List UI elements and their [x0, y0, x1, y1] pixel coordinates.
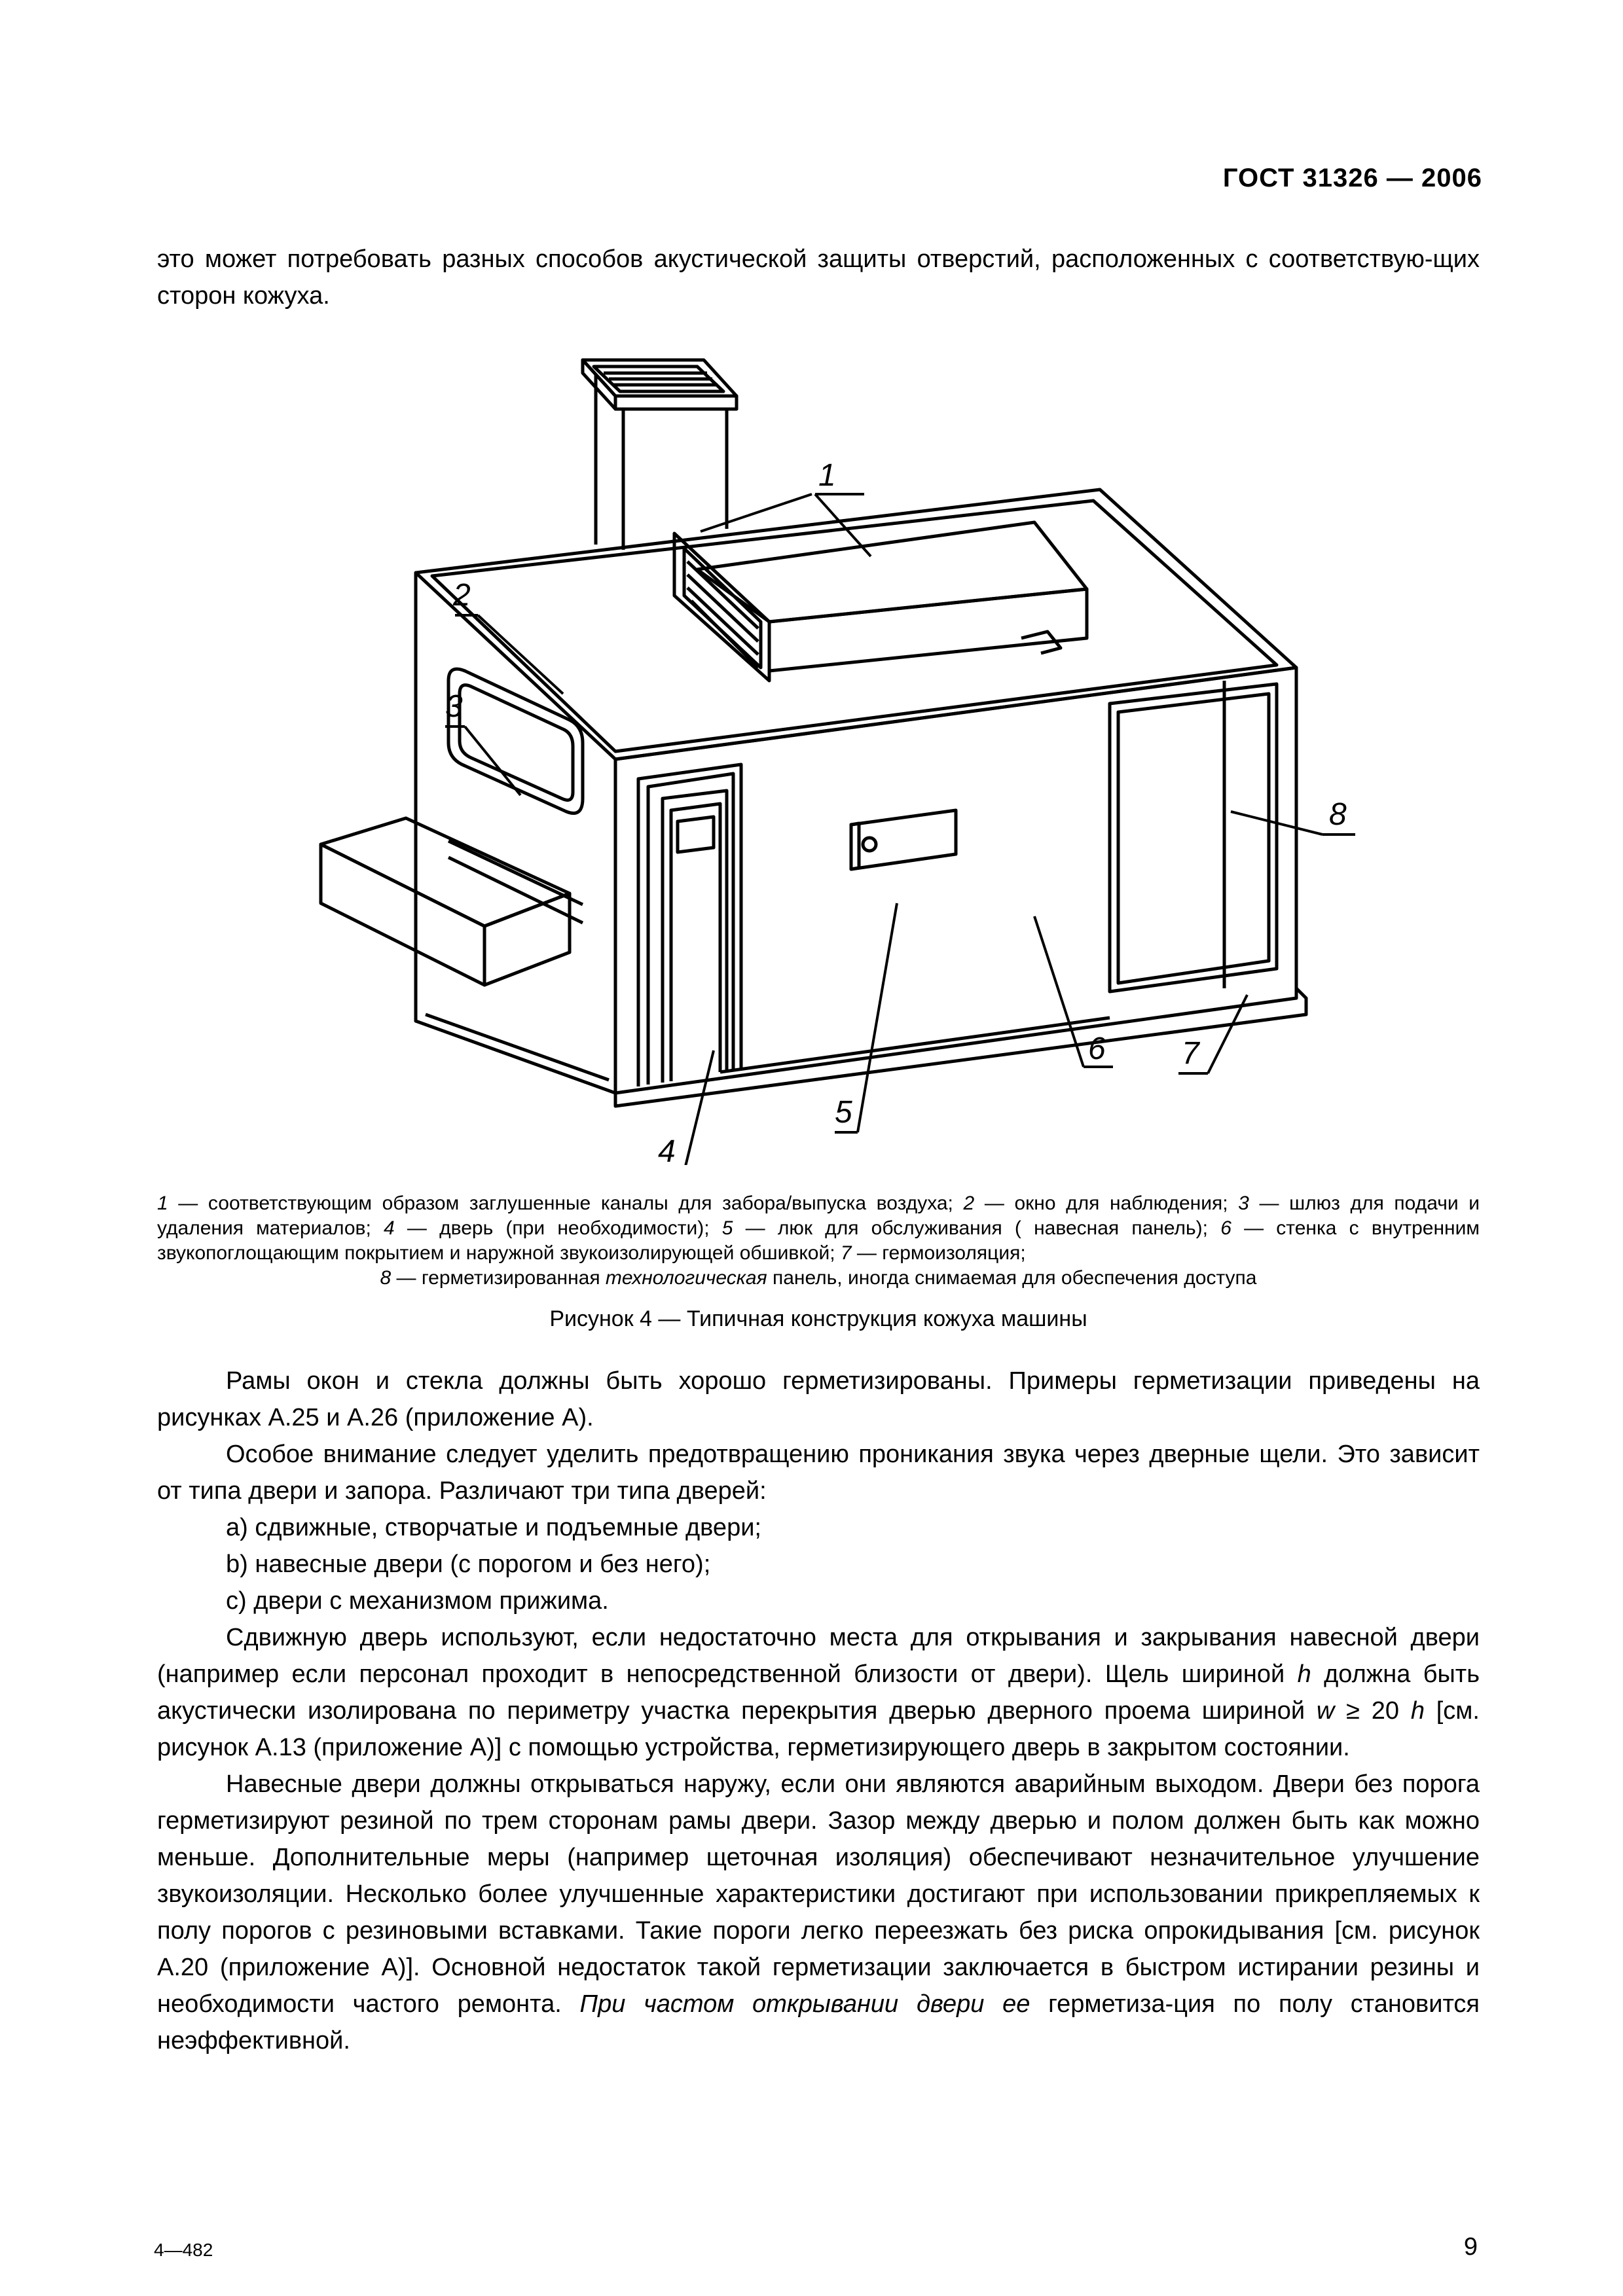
paragraph-1: Рамы окон и стекла должны быть хорошо герметизированы. Примеры герметизации приведены на рисунках А.25 и А.26 (приложение А).: [157, 1367, 1480, 1431]
p3-var-h: h: [1297, 1660, 1311, 1688]
legend-text-1: — соответствующим образом заглушенные каналы для забора/выпуска воздуха;: [168, 1193, 964, 1214]
figure-enclosure-diagram: [308, 340, 1355, 1165]
callout-2: 2: [453, 578, 471, 613]
page-number: 9: [1463, 2233, 1478, 2261]
legend-num-2: 2: [963, 1193, 975, 1214]
legend-text-2: — окно для наблюдения;: [974, 1193, 1239, 1214]
legend-body: [157, 1191, 1480, 1266]
material-lock: [321, 818, 570, 985]
p3-part-a: Сдвижную дверь используют, если недостаточно места для открывания и закрывания навесной двери (например если персонал проходит в непосредственной близости от двери). Щель шириной: [157, 1624, 1480, 1688]
callout-1: 1: [818, 458, 836, 493]
callout-7: 7: [1182, 1036, 1199, 1071]
legend-num-5: 5: [721, 1217, 733, 1239]
legend-text-8c: панель, иногда снимаемая для обеспечения доступа: [767, 1267, 1257, 1289]
paragraph-4: [157, 1766, 1480, 2059]
p4-part-a: Навесные двери должны открываться наружу, если они являются аварийным выходом. Двери без порога герметизируют резиной по трем сторонам рамы двери. Зазор между дверью и полом должен быть как можно меньше. Дополнительные меры (например щеточная изоляция) обеспечивают незначительное улучшение звукоизоляции. Несколько более улучшенные характеристики достигают при использовании прикрепляемых к полу порогов с резиновыми вставками. Такие пороги легко переезжать без риска опрокидывания [см. рисунок А.20 (приложение А)]. Основной недостаток такой герметизации заключается в быстром истирании резины и необходимости частого ремонта.: [157, 1770, 1480, 2018]
legend-num-4: 4: [384, 1217, 395, 1239]
legend-text-8b: технологическая: [605, 1267, 767, 1289]
document-header: ГОСТ 31326 — 2006: [1222, 164, 1482, 192]
leader-lines: [445, 494, 1355, 1165]
legend-text-4: — дверь (при необходимости);: [394, 1217, 722, 1239]
body-text: [157, 1363, 1480, 2059]
callout-8: 8: [1329, 797, 1347, 832]
legend-last-line: [157, 1266, 1480, 1291]
callout-4: 4: [658, 1134, 676, 1165]
p3-var-w: w: [1316, 1697, 1335, 1725]
legend-text-8a: — герметизированная: [391, 1267, 606, 1289]
air-duct-chimney: [583, 360, 737, 550]
paragraph-2: Особое внимание следует уделить предотвращению проникания звука через дверные щели. Это зависит от типа двери и запора. Различают три типа дверей:: [157, 1441, 1480, 1505]
figure-caption: Рисунок 4 — Типичная конструкция кожуха машины: [549, 1306, 1087, 1331]
roof-air-channel: [674, 522, 1087, 681]
list-item-a: а) сдвижные, створчатые и подъемные двери;: [226, 1514, 761, 1541]
p3-var-h2: h: [1410, 1697, 1425, 1725]
figure-legend: [157, 1191, 1480, 1291]
enclosure-roof: [416, 490, 1296, 759]
legend-text-5: — люк для обслуживания ( навесная панель);: [733, 1217, 1221, 1239]
legend-num-8: 8: [380, 1267, 392, 1289]
legend-num-3: 3: [1238, 1193, 1249, 1214]
service-hatch: [851, 810, 956, 869]
p3-part-d: [см. рисунок А.13 (приложение А)] с помощью устройства, герметизирующего дверь в закрытом состоянии.: [157, 1697, 1480, 1761]
p4-part-b: герметиза-ция по полу становится неэффективной.: [157, 1990, 1480, 2054]
legend-num-7: 7: [840, 1242, 852, 1264]
p3-part-c: ≥ 20: [1334, 1697, 1411, 1725]
list-item-c: с) двери с механизмом прижима.: [226, 1587, 609, 1615]
intro-paragraph: это может потребовать разных способов акустической защиты отверстий, расположенных с соответствую-щих сторон кожуха.: [157, 245, 1480, 310]
paragraph-3: [157, 1619, 1480, 1766]
legend-num-6: 6: [1220, 1217, 1231, 1239]
list-item-b: b) навесные двери (с порогом и без него);: [226, 1551, 711, 1578]
callout-6: 6: [1088, 1031, 1106, 1066]
legend-num-1: 1: [157, 1193, 168, 1214]
callout-5: 5: [835, 1095, 852, 1130]
legend-text-6: — стенка с внутренним звукопоглощающим покрытием и наружной звукоизолирующей обшивкой;: [157, 1217, 1480, 1264]
legend-text-7: — гермоизоляция;: [851, 1242, 1026, 1264]
p3-part-b: должна быть акустически изолирована по периметру участка перекрытия дверью дверного проема шириной: [157, 1660, 1480, 1725]
footer-sheet-code: 4—482: [154, 2240, 213, 2260]
p4-italic: При частом открывании двери ее: [579, 1990, 1030, 2018]
legend-text-3: — шлюз для подачи и удаления материалов;: [157, 1193, 1480, 1239]
callout-3: 3: [445, 689, 463, 724]
